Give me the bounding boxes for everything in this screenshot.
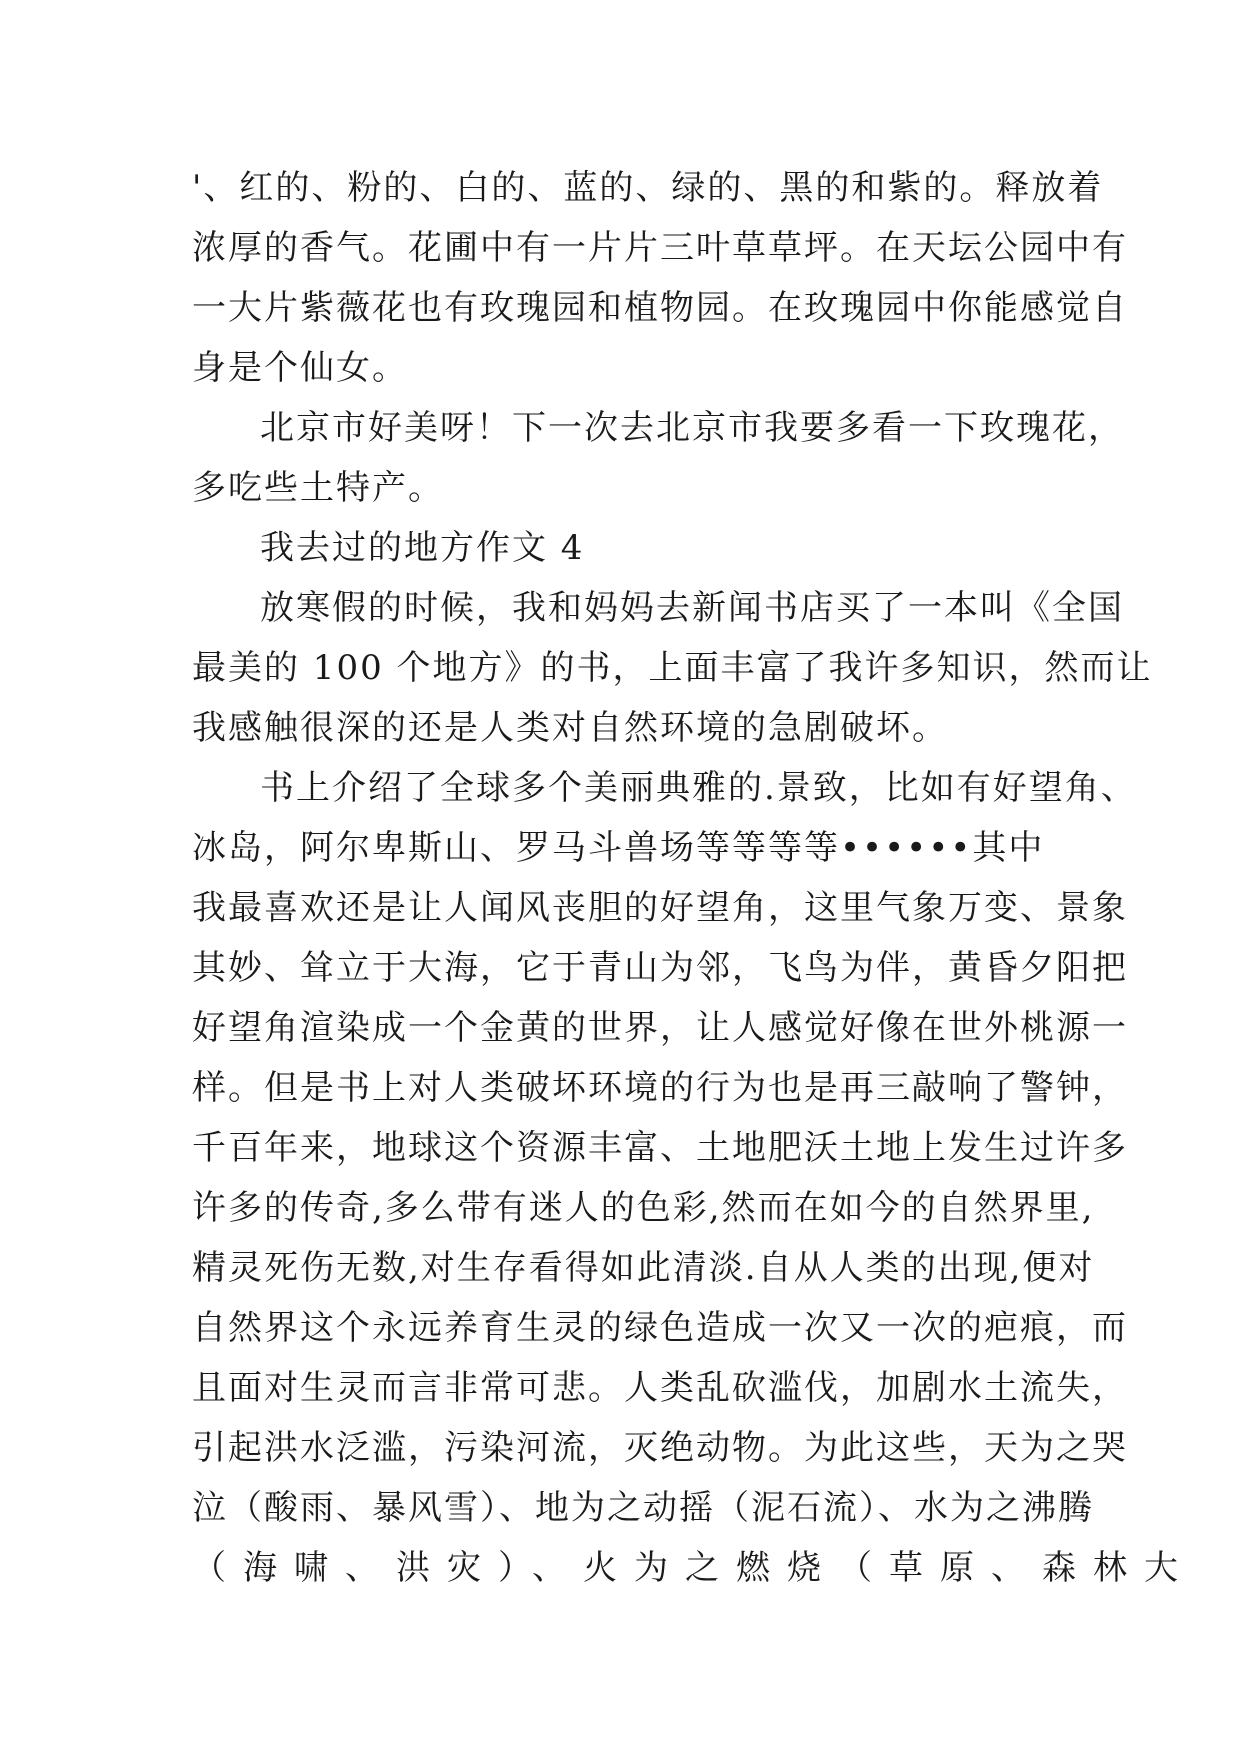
text-line: 我感触很深的还是人类对自然环境的急剧破坏。 <box>192 708 948 748</box>
text-line: 浓厚的香气。花圃中有一片片三叶草草坪。在天坛公园中有 <box>192 228 1128 268</box>
text-line: 好望角渲染成一个金黄的世界，让人感觉好像在世外桃源一 <box>192 1008 1128 1048</box>
text-line: 且面对生灵而言非常可悲。人类乱砍滥伐，加剧水土流失， <box>192 1368 1128 1408</box>
text-line: 冰岛，阿尔卑斯山、罗马斗兽场等等等等••••••其中 <box>192 828 1045 868</box>
text-line: 最美的 100 个地方》的书，上面丰富了我许多知识，然而让 <box>192 648 1153 688</box>
text-line: 自然界这个永远养育生灵的绿色造成一次又一次的疤痕，而 <box>192 1308 1128 1348</box>
text-line: 书上介绍了全球多个美丽典雅的.景致，比如有好望角、 <box>260 768 1137 808</box>
text-line: 千百年来，地球这个资源丰富、土地肥沃土地上发生过许多 <box>192 1128 1128 1168</box>
text-line: 泣（酸雨、暴风雪）、地为之动摇（泥石流）、水为之沸腾 <box>192 1488 1094 1528</box>
text-line: 样。但是书上对人类破坏环境的行为也是再三敲响了警钟， <box>192 1068 1128 1108</box>
text-line: 许多的传奇,多么带有迷人的色彩,然而在如今的自然界里, <box>192 1188 1095 1228</box>
text-line: 一大片紫薇花也有玫瑰园和植物园。在玫瑰园中你能感觉自 <box>192 288 1128 328</box>
text-line: 我最喜欢还是让人闻风丧胆的好望角，这里气象万变、景象 <box>192 888 1128 928</box>
text-line: 北京市好美呀！下一次去北京市我要多看一下玫瑰花， <box>260 408 1124 448</box>
text-line: （海啸、洪灾）、火为之燃烧（草原、森林大 <box>192 1548 1195 1588</box>
text-line: '、红的、粉的、白的、蓝的、绿的、黑的和紫的。释放着 <box>192 168 1104 208</box>
text-line: 引起洪水泛滥，污染河流，灭绝动物。为此这些，天为之哭 <box>192 1428 1128 1468</box>
text-line: 放寒假的时候，我和妈妈去新闻书店买了一本叫《全国 <box>260 588 1124 628</box>
document-body <box>192 158 1195 1598</box>
text-line: 多吃些土特产。 <box>192 468 444 508</box>
text-line: 其妙、耸立于大海，它于青山为邻，飞鸟为伴，黄昏夕阳把 <box>192 948 1128 988</box>
text-line: 精灵死伤无数,对生存看得如此清淡.自从人类的出现,便对 <box>192 1248 1095 1288</box>
text-line: 身是个仙女。 <box>192 348 408 388</box>
section-heading: 我去过的地方作文 4 <box>260 528 585 568</box>
